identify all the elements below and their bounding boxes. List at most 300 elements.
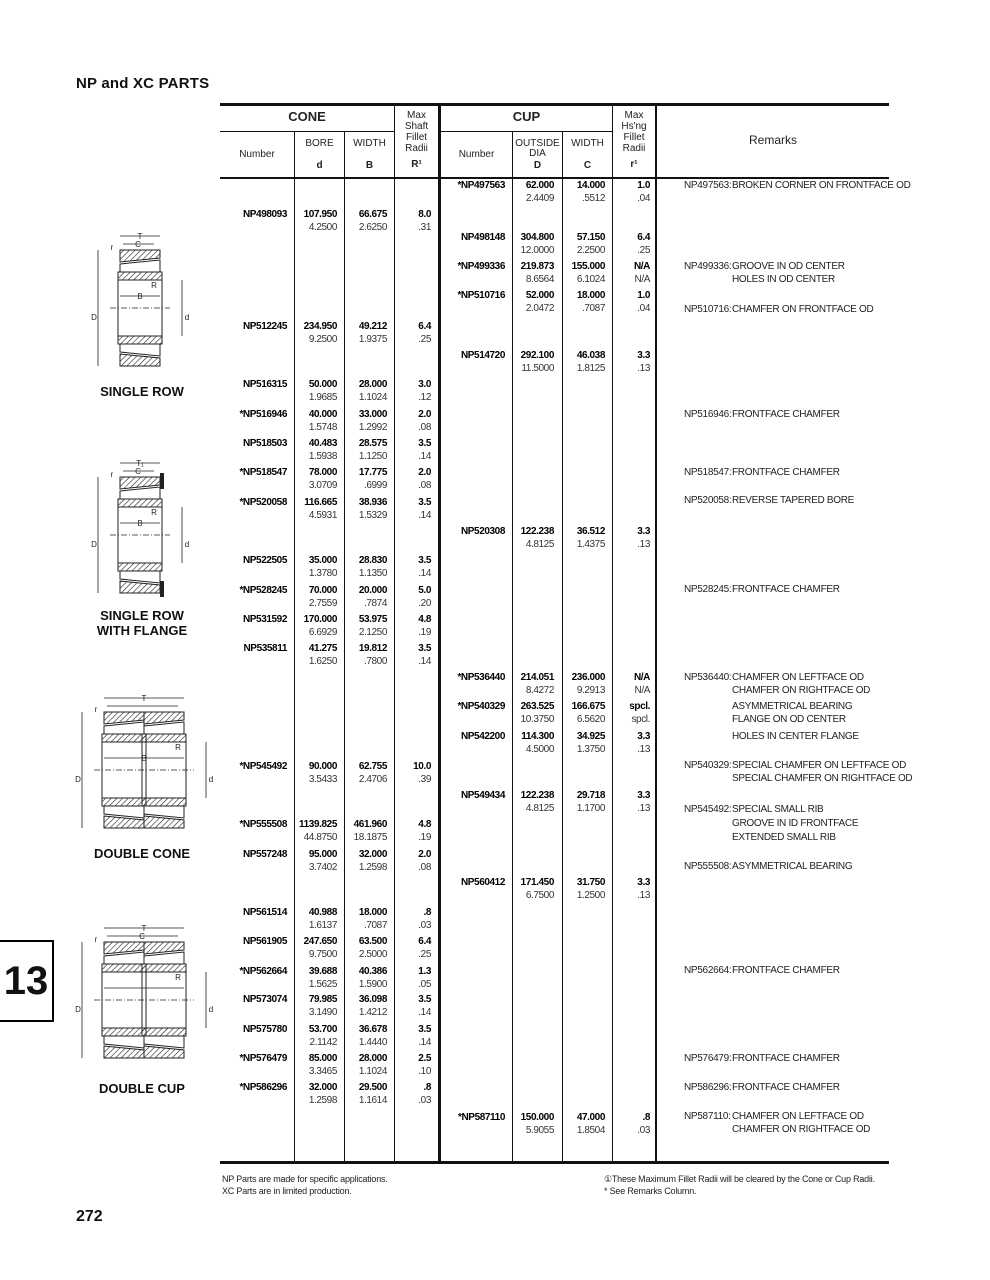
double-cone-caption bbox=[72, 846, 212, 861]
shaft-fillet-radius-inch: .14 bbox=[418, 1037, 431, 1048]
cup-width-metric: 166.675 bbox=[571, 701, 605, 712]
cone-width-metric: 49.212 bbox=[358, 321, 387, 332]
remark-part-number: NP516946: bbox=[684, 409, 732, 420]
cone-width-inch: 1.1024 bbox=[358, 392, 387, 403]
cone-number bbox=[220, 993, 287, 1006]
cone-width-inch: 1.5329 bbox=[358, 510, 387, 521]
cone-number-label: NP516315 bbox=[242, 379, 287, 390]
cone-bore-metric: 170.000 bbox=[303, 614, 337, 625]
cone-number bbox=[220, 1023, 287, 1036]
cone-bore bbox=[295, 496, 337, 522]
cone-number bbox=[220, 554, 287, 567]
cone-bore-inch: 9.2500 bbox=[308, 334, 337, 345]
cone-bore-metric: 234.950 bbox=[303, 321, 337, 332]
cone-width-metric: 28.575 bbox=[358, 438, 387, 449]
cup-number-label: NP520308 bbox=[460, 526, 505, 537]
cone-bore-metric: 40.988 bbox=[308, 907, 337, 918]
remark-text: CHAMFER ON LEFTFACE OD bbox=[732, 672, 864, 683]
cone-width-metric: 36.678 bbox=[358, 1024, 387, 1035]
remark-text: SPECIAL SMALL RIB bbox=[732, 804, 824, 815]
cup-outside-dia bbox=[513, 349, 554, 375]
cup-outside-dia bbox=[513, 231, 554, 257]
cup-outside-dia bbox=[513, 789, 554, 815]
cone-width bbox=[345, 208, 387, 234]
cone-bore bbox=[295, 1052, 337, 1078]
flange bbox=[160, 473, 164, 489]
remark-text: ASYMMETRICAL BEARING bbox=[732, 701, 853, 712]
cup-outside-dia-inch: 4.8125 bbox=[525, 803, 554, 814]
cup-outside-dia-metric: 171.450 bbox=[520, 877, 554, 888]
cone-number-label: *NP528245 bbox=[239, 585, 287, 596]
cone-bore-inch: 44.8750 bbox=[303, 832, 337, 843]
cone-width-inch: 2.1250 bbox=[358, 627, 387, 638]
shaft-fillet-radius bbox=[395, 466, 431, 492]
t-label: T bbox=[137, 232, 143, 241]
cone-width-metric: 62.755 bbox=[358, 761, 387, 772]
cone-number bbox=[220, 466, 287, 479]
cone-width-metric: 32.000 bbox=[358, 849, 387, 860]
cone-bore bbox=[295, 1023, 337, 1049]
housing-fillet-radius-metric: N/A bbox=[633, 672, 650, 683]
remark-text: CHAMFER ON RIGHTFACE OD bbox=[732, 685, 871, 696]
remark-text: FRONTFACE CHAMFER bbox=[732, 467, 840, 478]
cone-bore-metric: 35.000 bbox=[308, 555, 337, 566]
shaft-fillet-radius bbox=[395, 906, 431, 932]
cone-bore bbox=[295, 1081, 337, 1107]
housing-fillet-radius-metric: 1.0 bbox=[637, 290, 650, 301]
cup-width-inch: 1.4375 bbox=[576, 539, 605, 550]
cone-bore-inch: 3.1490 bbox=[308, 1007, 337, 1018]
cup-width-metric: 31.750 bbox=[576, 877, 605, 888]
cone-bore-metric: 41.275 bbox=[308, 643, 337, 654]
housing-fillet-radius-metric: spcl. bbox=[629, 701, 650, 712]
cup-width-inch: 1.2500 bbox=[576, 890, 605, 901]
cone-width-metric: 20.000 bbox=[358, 585, 387, 596]
r-fillet-label: R bbox=[175, 743, 181, 752]
cone-number bbox=[220, 848, 287, 861]
cup-outside-dia-inch: 5.9055 bbox=[525, 1125, 554, 1136]
footnote-left bbox=[222, 1173, 388, 1197]
r-fillet-label: R bbox=[175, 973, 181, 982]
cone-bore-inch: 2.7559 bbox=[308, 598, 337, 609]
cone-width-metric: 29.500 bbox=[358, 1082, 387, 1093]
cup-number bbox=[441, 349, 505, 362]
cone-width-inch: 1.1350 bbox=[358, 568, 387, 579]
cup-width-inch: 1.8125 bbox=[576, 363, 605, 374]
cone-width-metric: 28.000 bbox=[358, 379, 387, 390]
remark-text: SPECIAL CHAMFER ON LEFTFACE OD bbox=[732, 760, 906, 771]
cup-width bbox=[563, 349, 605, 375]
housing-fillet-radius-metric: 3.3 bbox=[637, 877, 650, 888]
housing-fillet-radius-inch: .03 bbox=[637, 1125, 650, 1136]
shaft-fillet-radius-metric: 4.8 bbox=[418, 614, 431, 625]
cup-width-header: WIDTH bbox=[571, 138, 604, 149]
single-row-with-flange-diagram bbox=[72, 455, 212, 605]
cup-number-header: Number bbox=[458, 149, 495, 160]
cone-number-label: *NP576479 bbox=[239, 1053, 287, 1064]
remark-text: HOLES IN CENTER FLANGE bbox=[732, 731, 859, 742]
cone-width bbox=[345, 993, 387, 1019]
page-title: NP and XC PARTS bbox=[76, 75, 210, 92]
cone-bore bbox=[295, 935, 337, 961]
cone-number-label: NP518503 bbox=[242, 438, 287, 449]
cup-width-metric: 57.150 bbox=[576, 232, 605, 243]
cup-outside-dia-metric: 52.000 bbox=[525, 290, 554, 301]
cone-number bbox=[220, 818, 287, 831]
remark-text: ASYMMETRICAL BEARING bbox=[732, 861, 853, 872]
caption-line: SINGLE ROW bbox=[100, 608, 184, 623]
cup-outside-dia-metric: 292.100 bbox=[520, 350, 554, 361]
cup-width-inch: .7087 bbox=[581, 303, 605, 314]
cup-number bbox=[441, 289, 505, 302]
remark-part-number: NP555508: bbox=[684, 861, 732, 872]
housing-fillet-radius bbox=[613, 700, 650, 726]
cone-bore bbox=[295, 208, 337, 234]
housing-fillet-radius-metric: 3.3 bbox=[637, 350, 650, 361]
housing-fillet-radius bbox=[613, 876, 650, 902]
cup-width bbox=[563, 700, 605, 726]
remark-text: BROKEN CORNER ON FRONTFACE OD bbox=[732, 180, 911, 191]
cone-width-metric: 28.830 bbox=[358, 555, 387, 566]
cup-outside-dia bbox=[513, 260, 554, 286]
cone-bore-metric: 78.000 bbox=[308, 467, 337, 478]
cup-width-inch: 9.2913 bbox=[576, 685, 605, 696]
cone-number bbox=[220, 642, 287, 655]
cone-width-metric: 19.812 bbox=[358, 643, 387, 654]
shaft-fillet-radius-inch: .14 bbox=[418, 1007, 431, 1018]
cone-width-inch: .7874 bbox=[363, 598, 387, 609]
cone-width bbox=[345, 466, 387, 492]
shaft-fillet-radius bbox=[395, 320, 431, 346]
cone-bore-metric: 53.700 bbox=[308, 1024, 337, 1035]
shaft-fillet-radius-metric: 10.0 bbox=[413, 761, 431, 772]
cone-section bbox=[142, 1028, 186, 1036]
cone-width-inch: .6999 bbox=[363, 480, 387, 491]
bore-label: d bbox=[208, 1005, 214, 1014]
b-label: B bbox=[141, 754, 147, 763]
housing-fillet-radius-inch: spcl. bbox=[631, 714, 650, 725]
od-symbol: D bbox=[533, 160, 542, 171]
housing-fillet-radius-metric: 3.3 bbox=[637, 731, 650, 742]
cone-width-metric: 66.675 bbox=[358, 209, 387, 220]
cup-number-label: *NP510716 bbox=[457, 290, 505, 301]
cone-width-inch: .7800 bbox=[363, 656, 387, 667]
cone-number bbox=[220, 1081, 287, 1094]
shaft-fillet-radius-metric: .8 bbox=[423, 907, 431, 918]
cone-bore-inch: 3.0709 bbox=[308, 480, 337, 491]
shaft-fillet-radius bbox=[395, 408, 431, 434]
shaft-fillet-radius-metric: 2.5 bbox=[418, 1053, 431, 1064]
caption-line: DOUBLE CONE bbox=[93, 846, 191, 861]
cone-width-inch: 1.4440 bbox=[358, 1037, 387, 1048]
cone-bore-metric: 40.000 bbox=[308, 409, 337, 420]
footnote-right bbox=[604, 1173, 875, 1197]
footnote-np: NP Parts are made for specific applications. bbox=[222, 1174, 388, 1184]
housing-fillet-radius-metric: 6.4 bbox=[637, 232, 650, 243]
cone-section bbox=[102, 964, 146, 972]
cup-number-label: NP542200 bbox=[460, 731, 505, 742]
cup-outside-dia-inch: 10.3750 bbox=[520, 714, 554, 725]
cone-width bbox=[345, 437, 387, 463]
cone-width-inch: 18.1875 bbox=[353, 832, 387, 843]
cone-bore bbox=[295, 613, 337, 639]
cone-number bbox=[220, 437, 287, 450]
cone-number bbox=[220, 935, 287, 948]
cone-number bbox=[220, 584, 287, 597]
remark-part-number: NP510716: bbox=[684, 304, 732, 315]
cup-number-label: NP560412 bbox=[460, 877, 505, 888]
shaft-fillet-radius bbox=[395, 935, 431, 961]
cone-bore bbox=[295, 378, 337, 404]
caption-line: DOUBLE CUP bbox=[99, 1081, 185, 1096]
shaft-fillet-radius-metric: 1.3 bbox=[418, 966, 431, 977]
r-label: r bbox=[94, 935, 98, 944]
cup-outside-dia-metric: 263.525 bbox=[520, 701, 554, 712]
cone-bore-metric: 40.483 bbox=[308, 438, 337, 449]
cone-bore-inch: 4.2500 bbox=[308, 222, 337, 233]
remark-part-number: NP518547: bbox=[684, 467, 732, 478]
cup-outside-dia-inch: 8.6564 bbox=[525, 274, 554, 285]
cone-width bbox=[345, 906, 387, 932]
cone-width-inch: 1.1250 bbox=[358, 451, 387, 462]
double-cone-diagram bbox=[72, 690, 212, 840]
section-tab: 13 bbox=[0, 940, 54, 1022]
housing-fillet-radius-metric: 3.3 bbox=[637, 790, 650, 801]
cone-number-label: *NP586296 bbox=[239, 1082, 287, 1093]
cup-number bbox=[441, 700, 505, 713]
cone-bore-metric: 95.000 bbox=[308, 849, 337, 860]
cone-bore-metric: 247.650 bbox=[303, 936, 337, 947]
cone-bore-metric: 70.000 bbox=[308, 585, 337, 596]
shaft-fillet-radius bbox=[395, 613, 431, 639]
cone-section bbox=[102, 734, 146, 742]
r-label: r bbox=[110, 243, 114, 252]
cup-width bbox=[563, 1111, 605, 1137]
shaft-fillet-radius bbox=[395, 818, 431, 844]
cone-width bbox=[345, 818, 387, 844]
cone-width bbox=[345, 848, 387, 874]
remark-text: FRONTFACE CHAMFER bbox=[732, 965, 840, 976]
shaft-fillet-radius-inch: .14 bbox=[418, 451, 431, 462]
shaft-fillet-radius bbox=[395, 1023, 431, 1049]
cone-width bbox=[345, 935, 387, 961]
cup-width-metric: 236.000 bbox=[571, 672, 605, 683]
cup-number-label: *NP587110 bbox=[457, 1112, 505, 1123]
housing-fillet-radius bbox=[613, 671, 650, 697]
shaft-fillet-radius-metric: 6.4 bbox=[418, 936, 431, 947]
cone-width bbox=[345, 320, 387, 346]
cone-bore-inch: 3.3465 bbox=[308, 1066, 337, 1077]
cone-number-label: NP512245 bbox=[242, 321, 287, 332]
cup-number bbox=[441, 231, 505, 244]
cone-width bbox=[345, 965, 387, 991]
bore-label: d bbox=[184, 313, 190, 322]
shaft-fillet-radius bbox=[395, 642, 431, 668]
cone-width bbox=[345, 496, 387, 522]
cone-section bbox=[118, 563, 162, 571]
cone-bore-inch: 1.6250 bbox=[308, 656, 337, 667]
cup-outside-dia bbox=[513, 700, 554, 726]
housing-fillet-radius-inch: N/A bbox=[634, 274, 650, 285]
cup-number bbox=[441, 876, 505, 889]
cup-number bbox=[441, 525, 505, 538]
cone-width-metric: 38.936 bbox=[358, 497, 387, 508]
cone-number bbox=[220, 208, 287, 221]
cup-number bbox=[441, 260, 505, 273]
cup-outside-dia-metric: 62.000 bbox=[525, 180, 554, 191]
cone-width-metric: 18.000 bbox=[358, 907, 387, 918]
page-number: 272 bbox=[76, 1208, 103, 1225]
housing-fillet-radius-inch: .13 bbox=[637, 890, 650, 901]
cone-width bbox=[345, 408, 387, 434]
cup-width bbox=[563, 876, 605, 902]
cone-bore bbox=[295, 906, 337, 932]
cone-bore-metric: 85.000 bbox=[308, 1053, 337, 1064]
cone-section bbox=[142, 798, 186, 806]
shaft-fillet-radius-inch: .14 bbox=[418, 510, 431, 521]
cup-width bbox=[563, 260, 605, 286]
od-label: D bbox=[75, 775, 81, 784]
cone-bore bbox=[295, 848, 337, 874]
cone-bore bbox=[295, 965, 337, 991]
housing-fillet-radius bbox=[613, 525, 650, 551]
housing-fillet-radius bbox=[613, 349, 650, 375]
cone-bore bbox=[295, 584, 337, 610]
cone-number bbox=[220, 906, 287, 919]
cone-bore bbox=[295, 760, 337, 786]
shaft-fillet-radius bbox=[395, 848, 431, 874]
cone-number bbox=[220, 965, 287, 978]
shaft-fillet-radius-metric: 3.5 bbox=[418, 438, 431, 449]
remark-text: EXTENDED SMALL RIB bbox=[732, 832, 836, 843]
cone-number-label: *NP518547 bbox=[239, 467, 287, 478]
cone-width-metric: 28.000 bbox=[358, 1053, 387, 1064]
remark-part-number: NP499336: bbox=[684, 261, 732, 272]
cone-number bbox=[220, 1052, 287, 1065]
cup-width bbox=[563, 671, 605, 697]
cone-bore bbox=[295, 642, 337, 668]
cup-outside-dia-metric: 114.300 bbox=[521, 731, 554, 742]
cone-bore-metric: 1139.825 bbox=[299, 819, 337, 830]
r-fillet-label: R bbox=[151, 281, 157, 290]
cup-width-symbol: C bbox=[583, 160, 592, 171]
housing-fillet-radius bbox=[613, 260, 650, 286]
cup-outside-dia-metric: 219.873 bbox=[520, 261, 554, 272]
remark-text: FLANGE ON OD CENTER bbox=[732, 714, 846, 725]
bore-label: d bbox=[184, 540, 190, 549]
shaft-fillet-radius-metric: 4.8 bbox=[418, 819, 431, 830]
cone-number bbox=[220, 496, 287, 509]
cup-outside-dia-inch: 2.4409 bbox=[525, 193, 554, 204]
cone-width bbox=[345, 1081, 387, 1107]
remark-part-number: NP562664: bbox=[684, 965, 732, 976]
remarks-header: Remarks bbox=[748, 133, 797, 147]
shaft-fillet-radius-metric: 3.5 bbox=[418, 994, 431, 1005]
cone-width-metric: 461.960 bbox=[353, 819, 387, 830]
shaft-fillet-radius-metric: 2.0 bbox=[418, 849, 431, 860]
cup-header: CUP bbox=[512, 109, 541, 124]
shaft-fillet-radius-inch: .08 bbox=[418, 480, 431, 491]
shaft-fillet-radius-metric: 2.0 bbox=[418, 467, 431, 478]
cup-number bbox=[441, 671, 505, 684]
cup-width bbox=[563, 730, 605, 756]
cone-bore bbox=[295, 437, 337, 463]
cone-width-metric: 33.000 bbox=[358, 409, 387, 420]
cone-bore-inch: 1.9685 bbox=[308, 392, 337, 403]
od-label: D bbox=[91, 540, 97, 549]
cone-width bbox=[345, 378, 387, 404]
r-label: r bbox=[94, 705, 98, 714]
cone-number-label: NP557248 bbox=[242, 849, 287, 860]
cone-number bbox=[220, 378, 287, 391]
shaft-fillet-radius-inch: .12 bbox=[418, 392, 431, 403]
cup-outside-dia-inch: 4.8125 bbox=[525, 539, 554, 550]
cone-number-label: *NP545492 bbox=[239, 761, 287, 772]
remark-text: FRONTFACE CHAMFER bbox=[732, 584, 840, 595]
cone-bore-metric: 116.665 bbox=[304, 497, 337, 508]
shaft-fillet-radius bbox=[395, 554, 431, 580]
shaft-fillet-radius bbox=[395, 208, 431, 234]
cone-section bbox=[102, 798, 146, 806]
cone-section bbox=[102, 1028, 146, 1036]
cone-bore-metric: 32.000 bbox=[308, 1082, 337, 1093]
remark-text: SPECIAL CHAMFER ON RIGHTFACE OD bbox=[732, 773, 913, 784]
shaft-fillet-symbol: R¹ bbox=[411, 159, 422, 170]
housing-fillet-radius-inch: .04 bbox=[637, 303, 650, 314]
cone-number-label: *NP562664 bbox=[239, 966, 287, 977]
shaft-fillet-radius-inch: .08 bbox=[418, 862, 431, 873]
footnote-remarks: * See Remarks Column. bbox=[604, 1186, 697, 1196]
cone-bore bbox=[295, 320, 337, 346]
housing-fillet-symbol: r¹ bbox=[630, 159, 638, 170]
cone-section bbox=[118, 336, 162, 344]
cone-header: CONE bbox=[288, 109, 326, 124]
shaft-fillet-radius bbox=[395, 1081, 431, 1107]
t-label: T bbox=[141, 924, 147, 933]
cone-width-inch: 1.1614 bbox=[358, 1095, 387, 1106]
cup-width-metric: 34.925 bbox=[576, 731, 605, 742]
shaft-fillet-radius-inch: .19 bbox=[418, 627, 431, 638]
shaft-fillet-radius-inch: .14 bbox=[418, 568, 431, 579]
cup-width bbox=[563, 231, 605, 257]
cone-bore bbox=[295, 466, 337, 492]
cup-outside-dia-inch: 12.0000 bbox=[520, 245, 554, 256]
cone-width-inch: 2.4706 bbox=[358, 774, 387, 785]
r-label: r bbox=[110, 470, 114, 479]
housing-fillet-radius-inch: .04 bbox=[637, 193, 650, 204]
od-label: D bbox=[91, 313, 97, 322]
bore-symbol: d bbox=[316, 160, 323, 171]
shaft-fillet-radius bbox=[395, 760, 431, 786]
cone-width-metric: 36.098 bbox=[358, 994, 387, 1005]
cone-bore-metric: 79.985 bbox=[308, 994, 337, 1005]
housing-fillet-radius bbox=[613, 231, 650, 257]
cup-width-metric: 47.000 bbox=[576, 1112, 605, 1123]
cup-width-metric: 155.000 bbox=[571, 261, 605, 272]
cup-outside-dia-metric: 122.238 bbox=[520, 526, 554, 537]
r-fillet-label: R bbox=[151, 508, 157, 517]
cone-width-header: WIDTH bbox=[353, 138, 386, 149]
cup-width-metric: 14.000 bbox=[576, 180, 605, 191]
shaft-fillet-radius-metric: 5.0 bbox=[418, 585, 431, 596]
housing-fillet-radius-inch: N/A bbox=[634, 685, 650, 696]
cone-width-metric: 63.500 bbox=[358, 936, 387, 947]
shaft-fillet-radius-inch: .10 bbox=[418, 1066, 431, 1077]
b-label: B bbox=[137, 519, 143, 528]
shaft-fillet-radius bbox=[395, 437, 431, 463]
cone-width bbox=[345, 613, 387, 639]
cone-section bbox=[142, 734, 186, 742]
